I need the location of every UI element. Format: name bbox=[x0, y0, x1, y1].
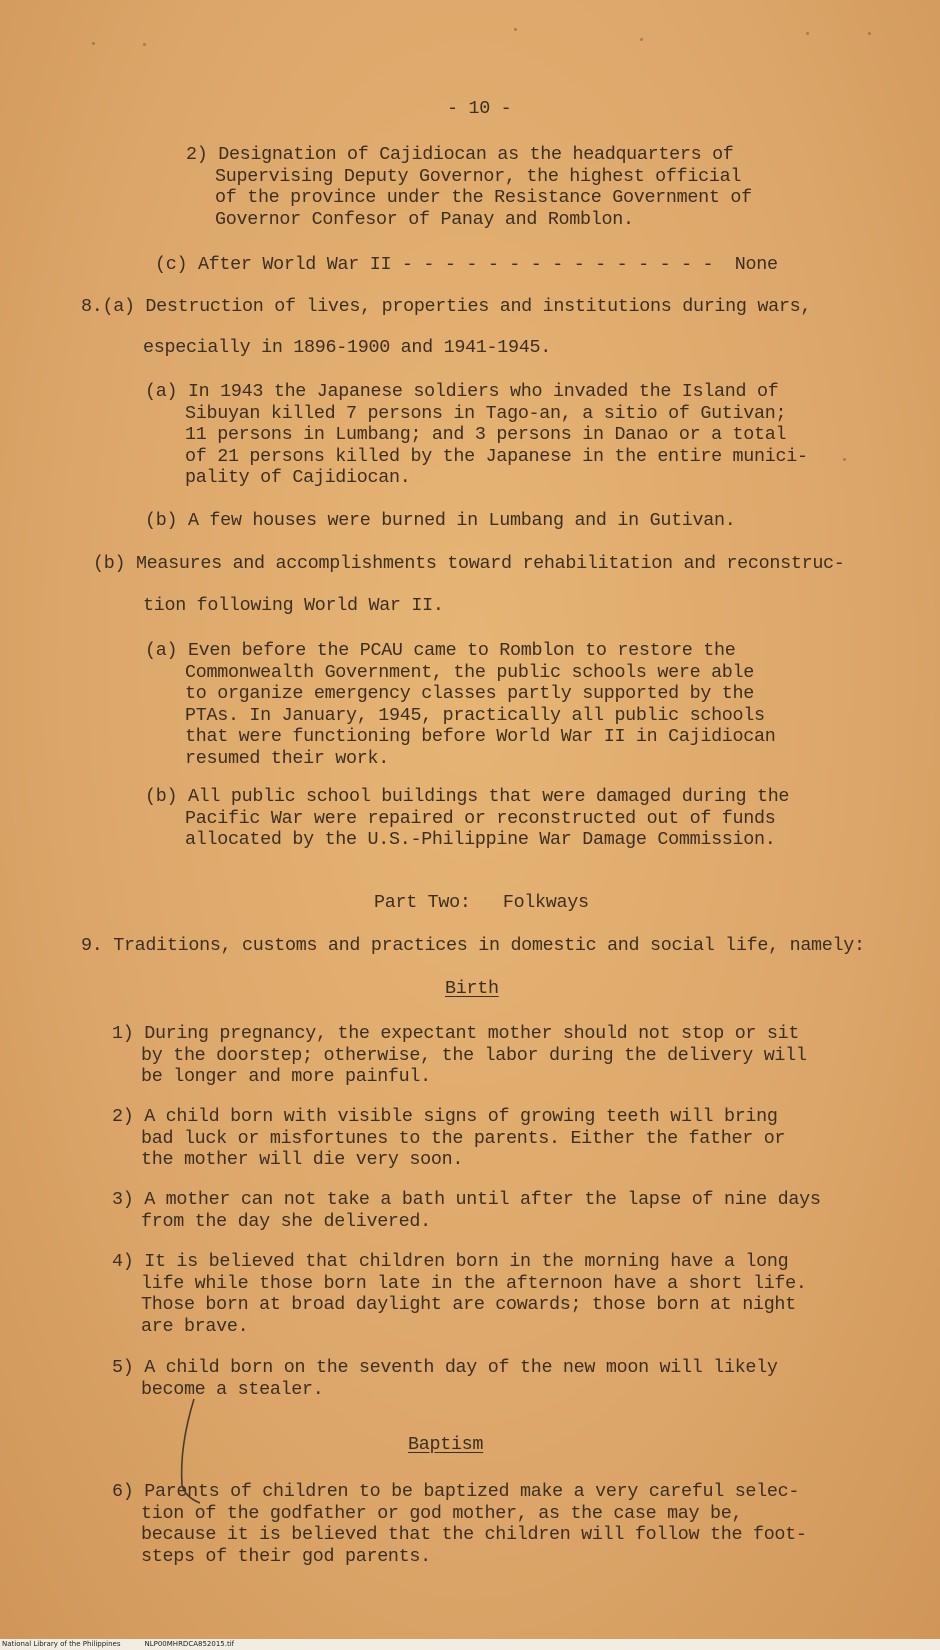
text-line: (a) Even before the PCAU came to Romblon to restore the bbox=[145, 640, 736, 661]
footer-filename: NLP00MHRDCA852015.tif bbox=[144, 1640, 235, 1648]
text-line: of 21 persons killed by the Japanese in the entire munici- bbox=[185, 445, 808, 467]
speck bbox=[868, 32, 871, 35]
text-line: resumed their work. bbox=[185, 747, 389, 769]
text-line: Commonwealth Government, the public schools were able bbox=[185, 661, 755, 683]
text-line: tion of the godfather or god mother, as the case may be, bbox=[141, 1502, 743, 1524]
birth-item-3 bbox=[112, 1189, 821, 1232]
text-line: 2) A child born with visible signs of growing teeth will bring bbox=[112, 1106, 778, 1127]
question-8-line-2: especially in 1896-1900 and 1941-1945. bbox=[143, 337, 551, 358]
birth-item-4 bbox=[112, 1251, 807, 1337]
speck bbox=[843, 458, 846, 461]
item-c-after-ww2: (c) After World War II - - - - - - - - - - - - - - - None bbox=[155, 254, 778, 275]
text-line: become a stealer. bbox=[141, 1378, 324, 1400]
measures-line-1: (b) Measures and accomplishments toward rehabilitation and reconstruc- bbox=[93, 553, 845, 574]
measures-line-2: tion following World War II. bbox=[143, 595, 444, 616]
item-2-headquarters bbox=[186, 144, 752, 230]
text-line: from the day she delivered. bbox=[141, 1210, 431, 1232]
text-line: are brave. bbox=[141, 1315, 249, 1337]
text-line: 6) Parents of children to be baptized make a very careful selec- bbox=[112, 1481, 800, 1502]
text-line: 4) It is believed that children born in the morning have a long bbox=[112, 1251, 789, 1272]
text-line: because it is believed that the children will follow the foot- bbox=[141, 1524, 807, 1545]
text-line: 5) A child born on the seventh day of the new moon will likely bbox=[112, 1357, 778, 1378]
text-line: (b) All public school buildings that were damaged during the bbox=[145, 786, 790, 807]
footer-library: National Library of the Philippines bbox=[2, 1640, 121, 1648]
measures-item-a bbox=[145, 640, 776, 769]
text-line: the mother will die very soon. bbox=[141, 1149, 464, 1170]
text-line: 11 persons in Lumbang; and 3 persons in Danao or a total bbox=[185, 424, 787, 445]
text-line: be longer and more painful. bbox=[141, 1066, 431, 1087]
text-line: Supervising Deputy Governor, the highest official bbox=[215, 165, 742, 187]
text-line: Pacific War were repaired or reconstructed out of funds bbox=[185, 807, 776, 829]
text-line: bad luck or misfortunes to the parents. Either the father or bbox=[141, 1127, 786, 1149]
text-line: 1) During pregnancy, the expectant mother should not stop or sit bbox=[112, 1023, 800, 1044]
text-line: PTAs. In January, 1945, practically all public schools bbox=[185, 704, 765, 726]
text-line: 3) A mother can not take a bath until after the lapse of nine days bbox=[112, 1189, 821, 1210]
text-line: 2) Designation of Cajidiocan as the headquarters of bbox=[186, 144, 734, 165]
birth-item-1 bbox=[112, 1023, 807, 1088]
speck bbox=[143, 43, 146, 46]
text-line: life while those born late in the afternoon have a short life. bbox=[141, 1272, 807, 1294]
q8-item-a bbox=[145, 381, 808, 489]
speck bbox=[806, 32, 809, 35]
page-number: - 10 - bbox=[447, 98, 512, 119]
text-line: Governor Confesor of Panay and Romblon. bbox=[215, 208, 634, 230]
speck bbox=[640, 38, 643, 41]
birth-item-2 bbox=[112, 1106, 785, 1171]
measures-item-b bbox=[145, 786, 789, 851]
archive-footer bbox=[0, 1639, 940, 1650]
text-line: by the doorstep; otherwise, the labor during the delivery will bbox=[141, 1044, 807, 1066]
text-line: allocated by the U.S.-Philippine War Damage Commission. bbox=[185, 829, 776, 850]
text-line: Those born at broad daylight are cowards; those born at night bbox=[141, 1294, 796, 1315]
text-line: of the province under the Resistance Government of bbox=[215, 187, 752, 208]
baptism-heading: Baptism bbox=[408, 1434, 484, 1455]
text-line: (a) In 1943 the Japanese soldiers who invaded the Island of bbox=[145, 381, 779, 402]
q8-item-b: (b) A few houses were burned in Lumbang and in Gutivan. bbox=[145, 510, 736, 531]
part-two-title: Part Two: Folkways bbox=[374, 892, 589, 913]
question-9: 9. Traditions, customs and practices in domestic and social life, namely: bbox=[81, 935, 865, 956]
question-8-line-1: 8.(a) Destruction of lives, properties and institutions during wars, bbox=[81, 296, 812, 317]
birth-item-5 bbox=[112, 1357, 778, 1400]
birth-heading: Birth bbox=[445, 978, 499, 999]
text-line: to organize emergency classes partly supported by the bbox=[185, 683, 755, 704]
text-line: steps of their god parents. bbox=[141, 1545, 431, 1567]
text-line: pality of Cajidiocan. bbox=[185, 467, 411, 488]
speck bbox=[514, 28, 517, 31]
speck bbox=[92, 42, 95, 45]
pen-mark-icon bbox=[160, 1395, 220, 1505]
text-line: that were functioning before World War II in Cajidiocan bbox=[185, 726, 776, 747]
text-line: Sibuyan killed 7 persons in Tago-an, a sitio of Gutivan; bbox=[185, 402, 787, 424]
